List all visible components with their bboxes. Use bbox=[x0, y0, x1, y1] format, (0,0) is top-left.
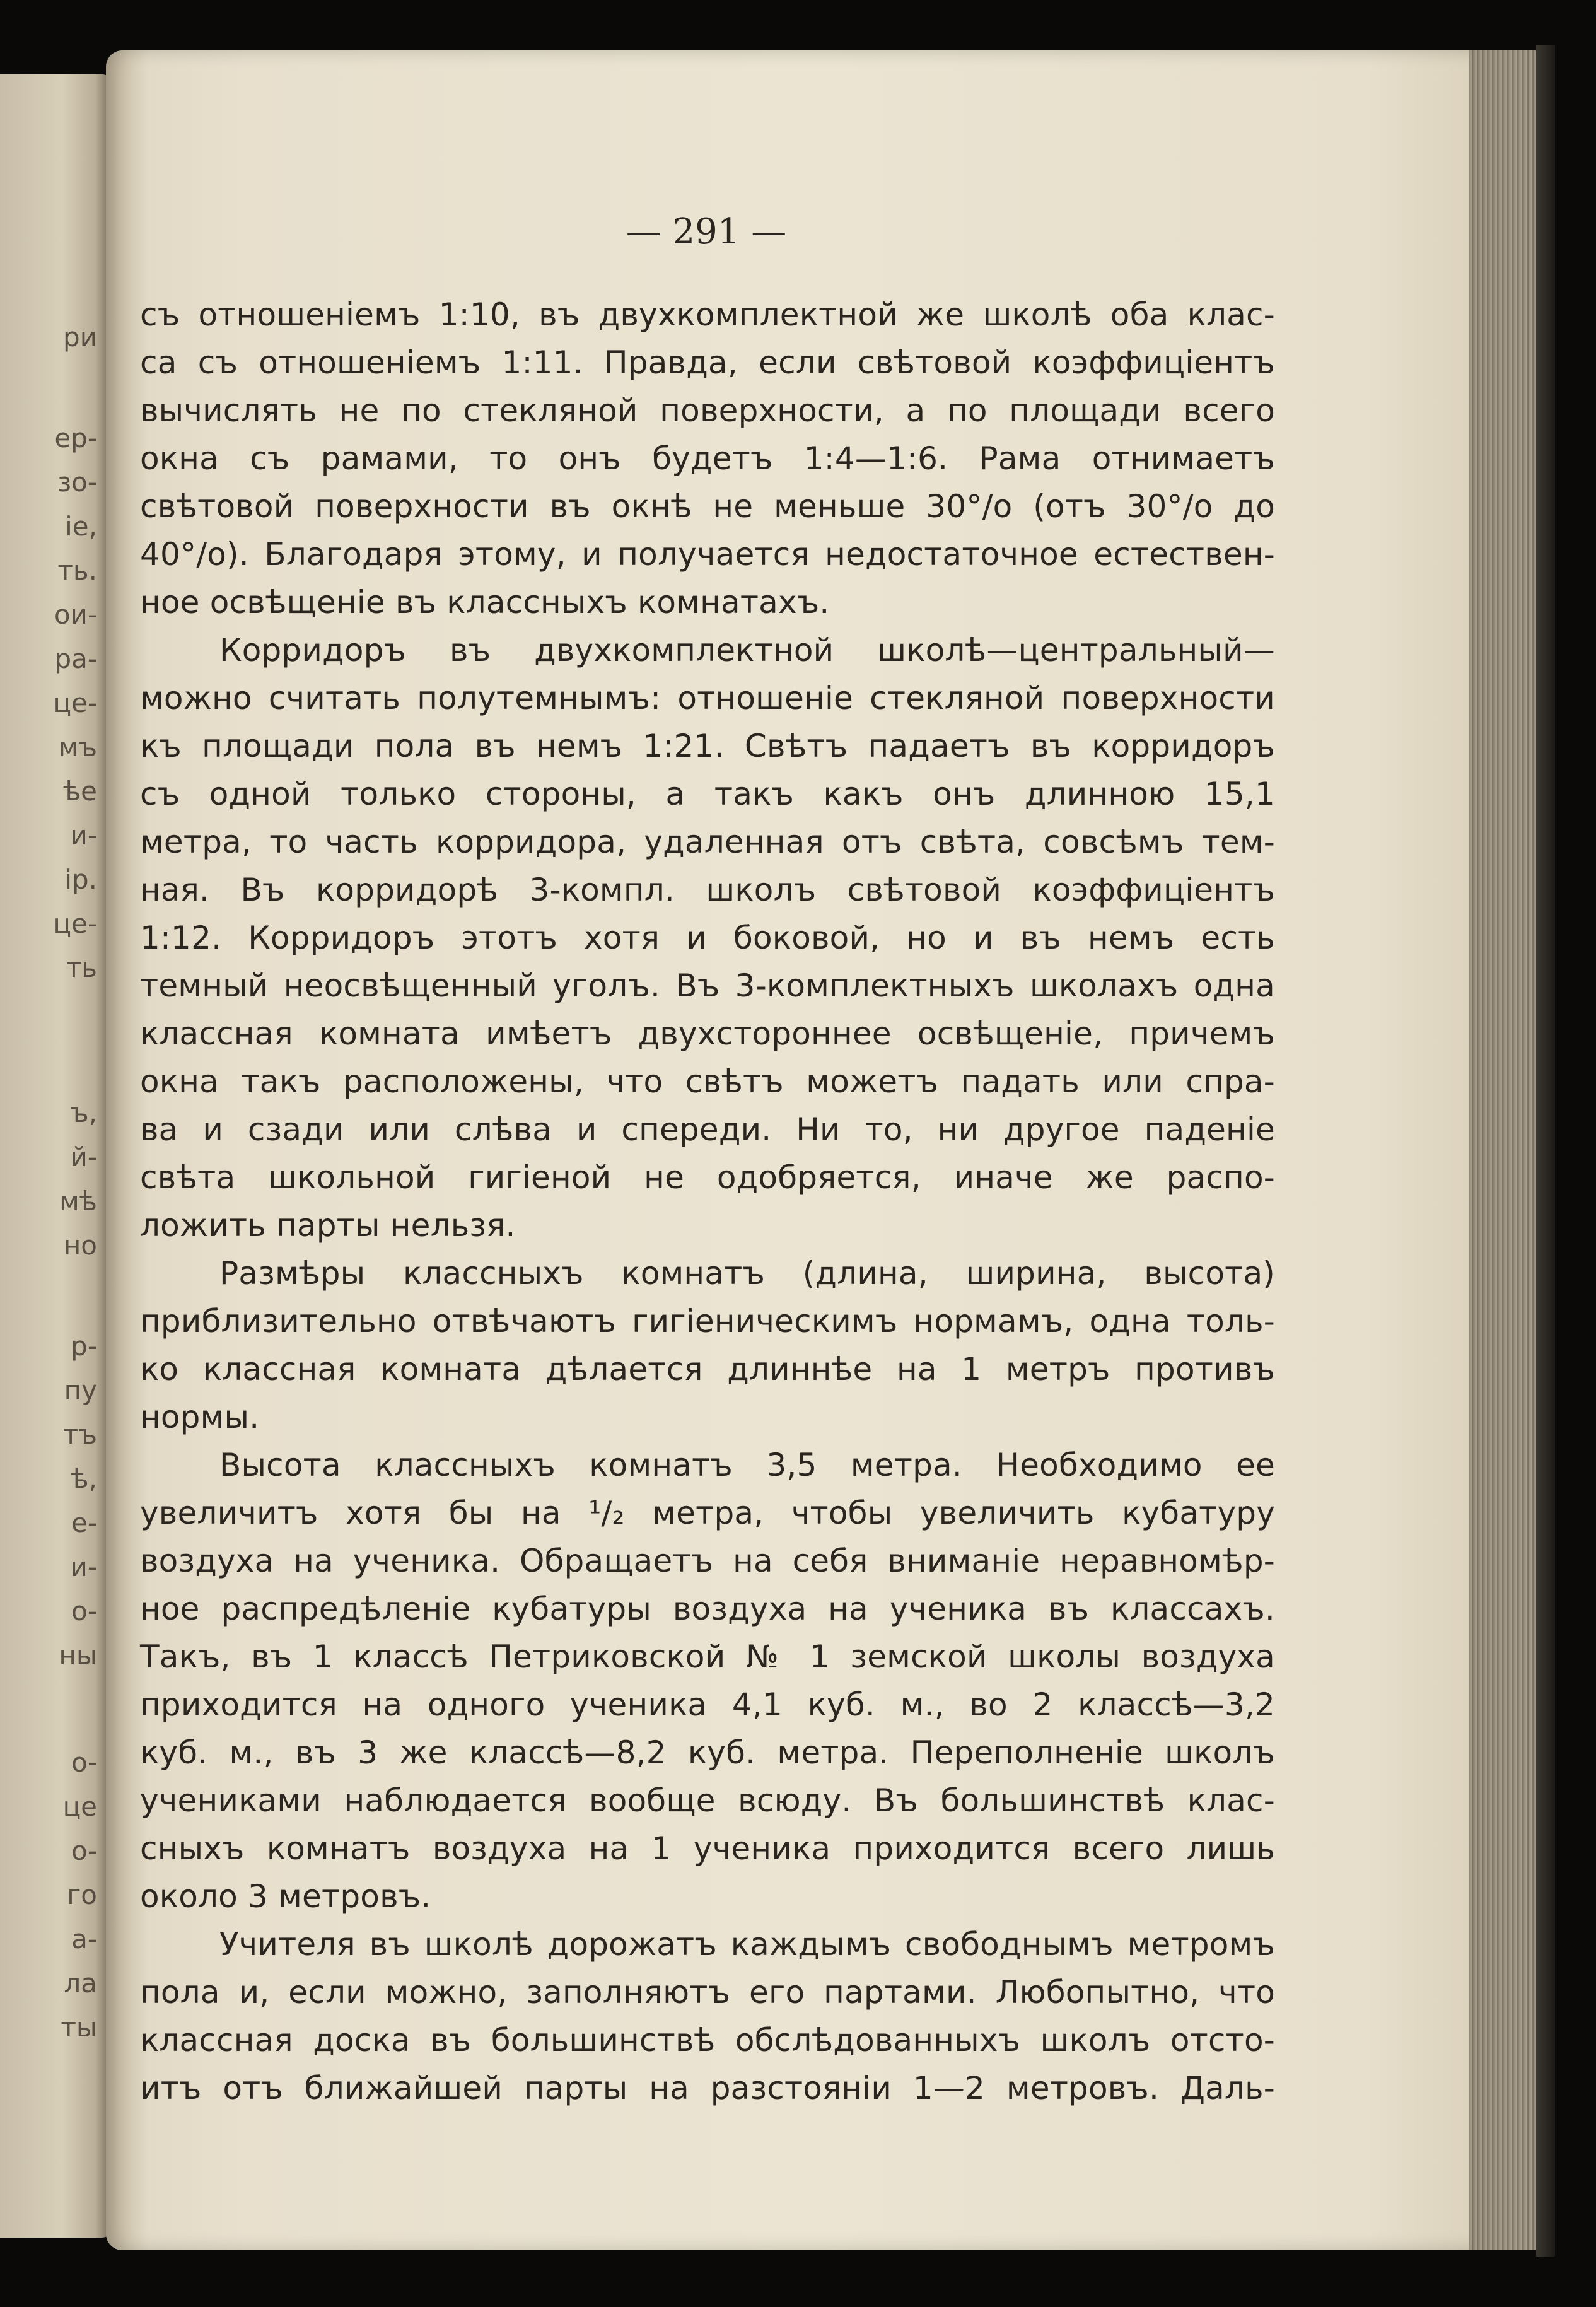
previous-page-text-fragment: р- bbox=[71, 1331, 97, 1362]
text-line: приходится на одного ученика 4,1 куб. м., во 2 классѣ—3,2 bbox=[140, 1686, 1275, 1723]
previous-page-text-fragment: й- bbox=[70, 1142, 97, 1172]
previous-page-text-fragment: ъ, bbox=[69, 1097, 97, 1128]
previous-page-text-fragment: зо- bbox=[57, 467, 97, 498]
text-line: темный неосвѣщенный уголъ. Въ 3-комплектныхъ школахъ одна bbox=[140, 967, 1275, 1004]
previous-page-text-fragment: ны bbox=[59, 1640, 97, 1671]
previous-page-text-fragment: ѣе bbox=[62, 776, 97, 807]
text-line: окна такъ расположены, что свѣтъ можетъ падать или спра- bbox=[140, 1063, 1275, 1100]
previous-page-text-fragment: и- bbox=[70, 820, 97, 851]
previous-page-text-fragment: це bbox=[62, 1791, 97, 1822]
text-line: итъ отъ ближайшей парты на разстояніи 1—2 метровъ. Даль- bbox=[140, 2070, 1275, 2106]
text-line: классная комната имѣетъ двухстороннее освѣщеніе, причемъ bbox=[140, 1015, 1275, 1052]
text-line: классная доска въ большинствѣ обслѣдованныхъ школъ отсто- bbox=[140, 2022, 1275, 2059]
text-line: ная. Въ корридорѣ 3-компл. школъ свѣтовой коэффиціентъ bbox=[140, 872, 1275, 908]
text-line: 1:12. Корридоръ этотъ хотя и боковой, но и въ немъ есть bbox=[140, 920, 1275, 956]
previous-page-text-fragment: о- bbox=[71, 1835, 97, 1866]
previous-page-text-fragment: ер- bbox=[54, 423, 97, 453]
previous-page-text-fragment: е- bbox=[71, 1507, 97, 1538]
text-line: Высота классныхъ комнатъ 3,5 метра. Необходимо ее bbox=[219, 1447, 1275, 1483]
text-line: Корридоръ въ двухкомплектной школѣ—центральный— bbox=[219, 632, 1275, 669]
previous-page-text-fragment: ои- bbox=[54, 599, 97, 630]
page-number: — 291 — bbox=[626, 211, 787, 252]
text-line: вычислять не по стекляной поверхности, а по площади всего bbox=[140, 392, 1275, 429]
previous-page-text-fragment: ть. bbox=[57, 555, 97, 586]
text-line: ко классная комната дѣлается длиннѣе на 1 метръ противъ bbox=[140, 1351, 1275, 1387]
previous-page-text-fragment: о- bbox=[71, 1596, 97, 1627]
previous-page-text-fragment: ть bbox=[66, 952, 97, 983]
previous-page-text-fragment: тъ bbox=[62, 1419, 97, 1450]
previous-page-text-fragment: ір. bbox=[64, 864, 97, 895]
previous-page-text-fragment: ла bbox=[64, 1968, 97, 1999]
text-line: къ площади пола въ немъ 1:21. Свѣтъ падаетъ въ корридоръ bbox=[140, 728, 1275, 764]
previous-page-text-fragment: но bbox=[63, 1230, 97, 1261]
text-line: ное освѣщеніе въ классныхъ комнатахъ. bbox=[140, 584, 830, 621]
text-line: метра, то часть корридора, удаленная отъ свѣта, совсѣмъ тем- bbox=[140, 824, 1275, 860]
text-line: приблизительно отвѣчаютъ гигіеническимъ нормамъ, одна толь- bbox=[140, 1303, 1275, 1340]
previous-page-text-fragment: а- bbox=[71, 1924, 97, 1954]
text-line: свѣта школьной гигіеной не одобряется, иначе же распо- bbox=[140, 1159, 1275, 1196]
text-line: нормы. bbox=[140, 1399, 260, 1435]
text-line: съ отношеніемъ 1:10, въ двухкомплектной же школѣ оба клас- bbox=[140, 296, 1275, 333]
text-line: сныхъ комнатъ воздуха на 1 ученика приходится всего лишь bbox=[140, 1830, 1275, 1867]
previous-page-text-fragment: ри bbox=[63, 322, 97, 353]
text-line: съ одной только стороны, а такъ какъ онъ длинною 15,1 bbox=[140, 776, 1275, 812]
previous-page-text-fragment: пу bbox=[64, 1375, 97, 1406]
text-line: ва и сзади или слѣва и спереди. Ни то, ни другое паденіе bbox=[140, 1111, 1275, 1148]
previous-page-text-fragment: ра- bbox=[54, 643, 97, 674]
text-line: Такъ, въ 1 классѣ Петриковской № 1 земской школы воздуха bbox=[140, 1638, 1275, 1675]
previous-page-text-fragment: іе, bbox=[65, 511, 97, 542]
previous-page-text-fragment: и- bbox=[70, 1551, 97, 1582]
text-line: можно считать полутемнымъ: отношеніе стекляной поверхности bbox=[140, 680, 1275, 716]
text-line: ложить парты нельзя. bbox=[140, 1207, 516, 1244]
previous-page-text-fragment: це- bbox=[53, 687, 97, 718]
page-block-edges bbox=[1469, 50, 1539, 2250]
text-line: куб. м., въ 3 же классѣ—8,2 куб. метра. Переполненіе школъ bbox=[140, 1734, 1275, 1771]
previous-page-text-fragment: це- bbox=[53, 908, 97, 939]
previous-page-edge bbox=[0, 74, 112, 2238]
previous-page-text-fragment: мѣ bbox=[59, 1186, 97, 1217]
previous-page-text-fragment: ѣ, bbox=[71, 1463, 97, 1494]
previous-page-text-fragment: о- bbox=[71, 1747, 97, 1778]
text-line: са съ отношеніемъ 1:11. Правда, если свѣтовой коэффиціентъ bbox=[140, 344, 1275, 381]
book-cover-edge bbox=[1536, 45, 1555, 2257]
text-line: ное распредѣленіе кубатуры воздуха на ученика въ классахъ. bbox=[140, 1591, 1275, 1627]
previous-page-text-fragment: го bbox=[67, 1879, 97, 1910]
text-line: увеличитъ хотя бы на ¹/₂ метра, чтобы увеличить кубатуру bbox=[140, 1495, 1275, 1531]
text-line: воздуха на ученика. Обращаетъ на себя вниманіе неравномѣр- bbox=[140, 1543, 1275, 1579]
text-line: свѣтовой поверхности въ окнѣ не меньше 30°/о (отъ 30°/о до bbox=[140, 488, 1275, 525]
previous-page-text-fragment: ты bbox=[61, 2012, 97, 2043]
previous-page-text-fragment: мъ bbox=[58, 732, 97, 762]
text-line: окна съ рамами, то онъ будетъ 1:4—1:6. Рама отнимаетъ bbox=[140, 440, 1275, 477]
text-line: учениками наблюдается вообще всюду. Въ большинствѣ клас- bbox=[140, 1782, 1275, 1819]
text-line: 40°/о). Благодаря этому, и получается недостаточное естествен- bbox=[140, 536, 1275, 573]
text-line: Учителя въ школѣ дорожатъ каждымъ свободнымъ метромъ bbox=[219, 1926, 1275, 1963]
text-line: Размѣры классныхъ комнатъ (длина, ширина, высота) bbox=[219, 1255, 1275, 1292]
text-line: пола и, если можно, заполняютъ его партами. Любопытно, что bbox=[140, 1974, 1275, 2011]
text-line: около 3 метровъ. bbox=[140, 1878, 431, 1915]
